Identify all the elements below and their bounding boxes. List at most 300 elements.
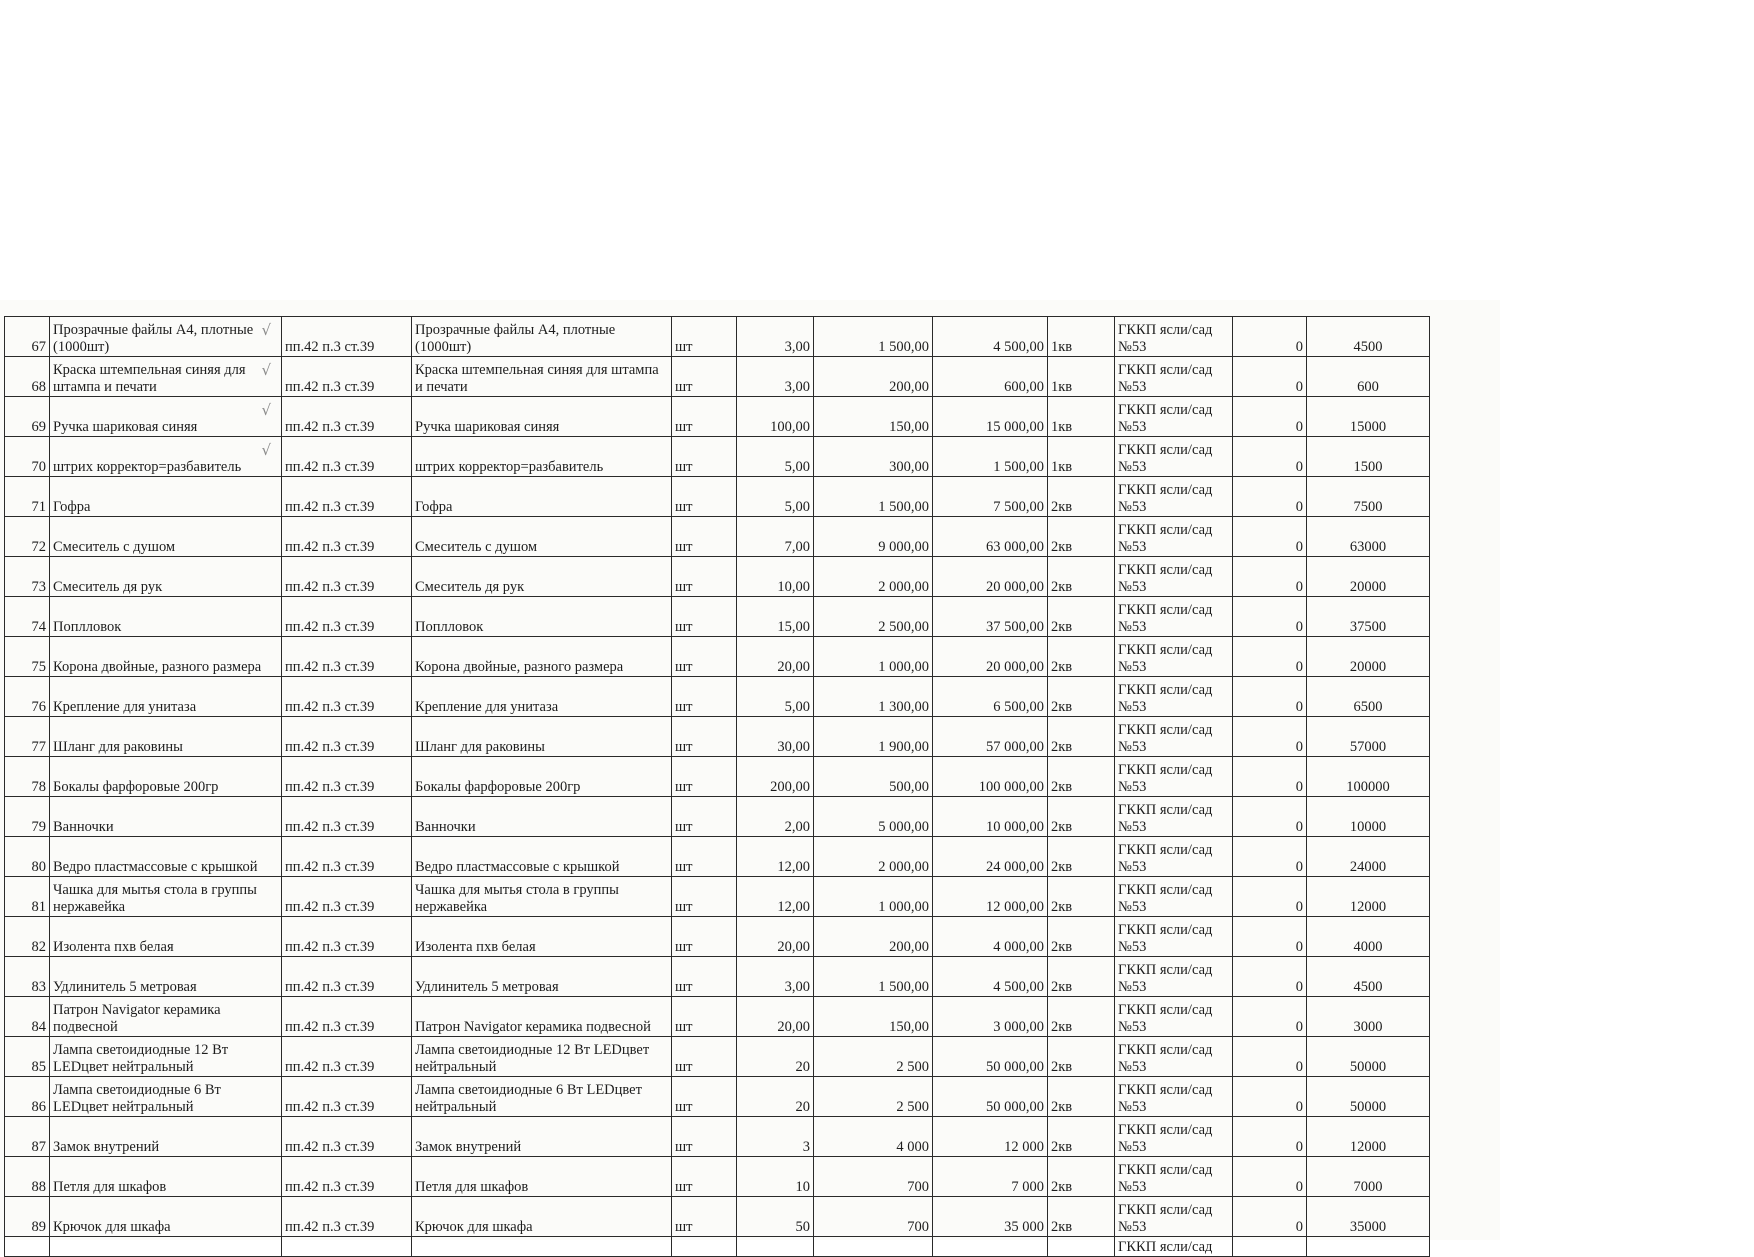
unit-price: 700 [907,1179,929,1195]
zero-value: 0 [1295,1059,1303,1075]
quarter: 2кв [1051,699,1073,715]
legal-basis-cell [282,917,412,957]
unit-of-measure-cell [672,1117,737,1157]
handwritten-check-icon: √ [261,401,271,419]
organization-cell [1115,1117,1233,1157]
organization: ГККП ясли/сад №53 [1118,1122,1213,1155]
legal-basis: пп.42 п.3 ст.39 [285,899,375,915]
legal-basis: пп.42 п.3 ст.39 [285,539,375,555]
unit-price: 2 500 [896,1059,929,1075]
organization-cell [1115,717,1233,757]
item-number-cell [5,477,50,517]
zero-value-cell [1233,1197,1307,1237]
unit-of-measure: шт [675,1219,693,1235]
table-row [5,797,1430,837]
legal-basis-cell [282,1037,412,1077]
unit-price-cell [814,957,933,997]
item-number-cell [5,1077,50,1117]
item-name-cell [50,317,282,357]
total-value-cell [1307,357,1430,397]
item-description-cell [412,597,672,637]
total-value: 37500 [1349,619,1387,635]
legal-basis-cell [282,677,412,717]
item-number-cell [5,597,50,637]
quarter: 1кв [1051,459,1073,475]
unit-price-cell [814,797,933,837]
unit-of-measure-cell [672,917,737,957]
unit-of-measure: шт [675,899,693,915]
zero-value-cell [1233,797,1307,837]
unit-price-cell [814,557,933,597]
total-value-cell [1307,1077,1430,1117]
quarter-cell [1048,957,1115,997]
organization: ГККП ясли/сад №53 [1118,1162,1213,1195]
unit-of-measure-cell [672,1157,737,1197]
total-value-cell [1307,677,1430,717]
unit-of-measure: шт [675,619,693,635]
item-description-cell [412,317,672,357]
quarter: 2кв [1051,659,1073,675]
amount-cell [933,1077,1048,1117]
amount: 63 000,00 [986,539,1044,555]
organization-cell [1115,1077,1233,1117]
quantity: 7,00 [784,539,810,555]
quarter: 1кв [1051,379,1073,395]
item-number-cell [5,877,50,917]
legal-basis-cell [282,837,412,877]
organization: ГККП ясли/сад №53 [1118,642,1213,675]
amount: 12 000 [1004,1139,1044,1155]
legal-basis: пп.42 п.3 ст.39 [285,379,375,395]
organization: ГККП ясли/сад №53 [1118,962,1213,995]
table-row [5,717,1430,757]
table-row [5,357,1430,397]
table-row [5,557,1430,597]
item-name-cell [50,1197,282,1237]
quarter: 1кв [1051,419,1073,435]
quarter: 2кв [1051,1139,1073,1155]
table-row [5,837,1430,877]
unit-of-measure-cell [672,397,737,437]
amount: 7 000 [1011,1179,1044,1195]
amount-cell [933,437,1048,477]
item-description: Чашка для мытья стола в группы нержавейка [415,882,619,915]
zero-value: 0 [1295,619,1303,635]
quantity-cell [737,317,814,357]
amount: 4 500,00 [993,339,1044,355]
organization: ГККП ясли/сад №53 [1118,1042,1213,1075]
unit-price: 4 000 [896,1139,929,1155]
quantity-cell [737,797,814,837]
organization-cell [1115,637,1233,677]
zero-value-cell [1233,437,1307,477]
unit-of-measure-cell [672,1037,737,1077]
quantity: 20 [795,1099,810,1115]
item-description-cell [412,877,672,917]
item-number: 86 [31,1099,46,1115]
total-value-cell [1307,557,1430,597]
organization-cell [1115,837,1233,877]
unit-price-cell [814,637,933,677]
organization: ГККП ясли/сад №53 [1118,722,1213,755]
item-description-cell [412,797,672,837]
item-description: Ручка шариковая синяя [415,419,560,435]
total-value: 4000 [1353,939,1383,955]
quantity-cell [737,1077,814,1117]
unit-of-measure-cell [672,557,737,597]
item-description: Гофра [415,499,453,515]
zero-value-cell [1233,917,1307,957]
table-row [5,917,1430,957]
amount-cell [933,1117,1048,1157]
item-number-cell [5,1197,50,1237]
amount-cell [933,997,1048,1037]
item-description-cell [412,1197,672,1237]
legal-basis-cell [282,877,412,917]
item-number: 78 [31,779,46,795]
item-description: Ванночки [415,819,476,835]
legal-basis-cell [282,637,412,677]
total-value-cell [1307,517,1430,557]
item-number: 70 [31,459,46,475]
quantity: 20,00 [777,1019,810,1035]
organization-cell [1115,797,1233,837]
quantity: 5,00 [784,459,810,475]
unit-price: 2 500,00 [878,619,929,635]
quarter: 2кв [1051,819,1073,835]
item-name-cell [50,597,282,637]
quantity-cell [737,1197,814,1237]
unit-price: 2 000,00 [878,579,929,595]
legal-basis-cell [282,437,412,477]
quarter-cell [1048,917,1115,957]
item-number-cell [5,1117,50,1157]
unit-of-measure: шт [675,859,693,875]
organization: ГККП ясли/сад №53 [1118,802,1213,835]
quarter-cell [1048,677,1115,717]
organization: ГККП ясли/сад №53 [1118,922,1213,955]
amount: 4 500,00 [993,979,1044,995]
organization-cell [1115,397,1233,437]
total-value: 20000 [1349,579,1387,595]
quantity-cell [737,1117,814,1157]
item-name: Краска штемпельная синяя для штампа и печати [53,362,246,395]
unit-price: 1 000,00 [878,899,929,915]
item-name: Крючок для шкафа [53,1219,171,1235]
item-description-cell [412,1157,672,1197]
table-row [5,757,1430,797]
legal-basis-cell [282,797,412,837]
organization: ГККП ясли/сад №53 [1118,682,1213,715]
quarter: 2кв [1051,1219,1073,1235]
organization: ГККП ясли/сад №53 [1118,602,1213,635]
quantity-cell [737,917,814,957]
amount: 15 000,00 [986,419,1044,435]
zero-value-cell [1233,677,1307,717]
item-name-cell [50,957,282,997]
organization: ГККП ясли/сад №53 [1118,522,1213,555]
item-number: 87 [31,1139,46,1155]
item-number: 69 [31,419,46,435]
item-description-cell [412,757,672,797]
item-number: 75 [31,659,46,675]
legal-basis: пп.42 п.3 ст.39 [285,979,375,995]
item-description: Бокалы фарфоровые 200гр [415,779,581,795]
total-value: 35000 [1349,1219,1387,1235]
total-value-cell [1307,637,1430,677]
table-row [5,1197,1430,1237]
zero-value: 0 [1295,579,1303,595]
unit-price-cell [814,837,933,877]
zero-value-cell [1233,397,1307,437]
unit-price-cell [814,317,933,357]
unit-of-measure-cell [672,477,737,517]
procurement-table [4,316,1430,1257]
table-row [5,517,1430,557]
unit-price: 1 300,00 [878,699,929,715]
item-description-cell [412,957,672,997]
item-description: штрих корректор=разбавитель [415,459,604,475]
zero-value: 0 [1295,659,1303,675]
quantity: 5,00 [784,699,810,715]
quantity: 3,00 [784,379,810,395]
item-number: 67 [31,339,46,355]
item-description: Поплловок [415,619,484,635]
quarter: 1кв [1051,339,1073,355]
table-row [5,597,1430,637]
organization-cell [1115,1157,1233,1197]
table-row [5,1117,1430,1157]
item-name: Гофра [53,499,91,515]
legal-basis: пп.42 п.3 ст.39 [285,579,375,595]
amount-cell [933,757,1048,797]
quarter-cell [1048,717,1115,757]
unit-price: 1 500,00 [878,979,929,995]
zero-value-cell [1233,517,1307,557]
item-description-cell [412,357,672,397]
quarter: 2кв [1051,619,1073,635]
item-number: 89 [31,1219,46,1235]
legal-basis-cell [282,1077,412,1117]
item-description-cell [412,837,672,877]
amount-cell [933,357,1048,397]
quantity-cell [737,517,814,557]
quantity-cell [737,1037,814,1077]
legal-basis-cell [282,1117,412,1157]
quantity: 200,00 [770,779,810,795]
organization-cell [1115,437,1233,477]
quantity-cell [737,837,814,877]
unit-of-measure-cell [672,597,737,637]
unit-price: 1 900,00 [878,739,929,755]
quarter: 2кв [1051,499,1073,515]
zero-value-cell [1233,877,1307,917]
organization: ГККП ясли/сад №53 [1118,1202,1213,1235]
amount-cell [933,877,1048,917]
unit-price-cell [814,1157,933,1197]
unit-of-measure: шт [675,979,693,995]
item-name: Бокалы фарфоровые 200гр [53,779,219,795]
organization-cell [1115,917,1233,957]
amount: 4 000,00 [993,939,1044,955]
item-name: Удлинитель 5 метровая [53,979,197,995]
unit-of-measure-cell [672,1077,737,1117]
unit-price-cell [814,517,933,557]
zero-value-cell [1233,717,1307,757]
legal-basis-cell [282,957,412,997]
table-row [5,957,1430,997]
amount-cell [933,557,1048,597]
quarter-cell [1048,1157,1115,1197]
zero-value: 0 [1295,699,1303,715]
zero-value-cell [1233,1117,1307,1157]
quarter-cell [1048,437,1115,477]
item-name: Ведро пластмассовые с крышкой [53,859,258,875]
item-number-cell [5,917,50,957]
item-name-cell [50,877,282,917]
item-name: Шланг для раковины [53,739,183,755]
quantity: 3,00 [784,339,810,355]
amount-cell [933,677,1048,717]
item-number: 73 [31,579,46,595]
item-number: 79 [31,819,46,835]
total-value-cell [1307,957,1430,997]
organization-cell [1115,517,1233,557]
item-description-cell [412,917,672,957]
amount: 20 000,00 [986,659,1044,675]
unit-of-measure: шт [675,1059,693,1075]
quarter-cell [1048,1117,1115,1157]
item-number: 72 [31,539,46,555]
unit-price-cell [814,757,933,797]
amount-cell [933,717,1048,757]
total-value: 1500 [1353,459,1383,475]
organization: ГККП ясли/сад №53 [1118,442,1213,475]
unit-of-measure-cell [672,517,737,557]
legal-basis: пп.42 п.3 ст.39 [285,819,375,835]
quantity-cell [737,717,814,757]
item-number: 71 [31,499,46,515]
total-value-cell [1307,1197,1430,1237]
organization-cell [1115,477,1233,517]
organization: ГККП ясли/сад №53 [1118,482,1213,515]
item-number-cell [5,517,50,557]
total-value: 600 [1357,379,1379,395]
organization: ГККП ясли/сад №53 [1118,1082,1213,1115]
zero-value: 0 [1295,419,1303,435]
amount-cell [933,637,1048,677]
quantity-cell [737,877,814,917]
unit-of-measure-cell [672,357,737,397]
unit-of-measure: шт [675,419,693,435]
legal-basis-cell [282,997,412,1037]
legal-basis-cell [282,557,412,597]
legal-basis-cell [282,397,412,437]
item-name-cell [50,1077,282,1117]
unit-of-measure-cell [672,717,737,757]
amount: 24 000,00 [986,859,1044,875]
organization-cell [1115,597,1233,637]
unit-of-measure-cell [672,957,737,997]
zero-value-cell [1233,357,1307,397]
unit-of-measure-cell [672,317,737,357]
unit-price-cell [814,677,933,717]
item-number-cell [5,557,50,597]
unit-of-measure: шт [675,339,693,355]
item-number-cell [5,717,50,757]
legal-basis: пп.42 п.3 ст.39 [285,939,375,955]
item-name: Патрон Navigator керамика подвесной [53,1002,221,1035]
item-number: 85 [31,1059,46,1075]
quarter-cell [1048,637,1115,677]
legal-basis: пп.42 п.3 ст.39 [285,339,375,355]
unit-price: 500,00 [889,779,929,795]
quantity: 12,00 [777,899,810,915]
item-description-cell [412,557,672,597]
zero-value-cell [1233,1077,1307,1117]
item-number-cell [5,357,50,397]
item-description-cell [412,637,672,677]
zero-value: 0 [1295,1139,1303,1155]
item-name: Лампа светоидиодные 6 Вт LEDцвет нейтральный [53,1082,221,1115]
table-row [5,637,1430,677]
item-number: 80 [31,859,46,875]
item-name-cell [50,517,282,557]
amount: 3 000,00 [993,1019,1044,1035]
unit-price: 1 500,00 [878,339,929,355]
total-value-cell [1307,317,1430,357]
unit-price-cell [814,357,933,397]
legal-basis: пп.42 п.3 ст.39 [285,1099,375,1115]
organization-cell [1115,1037,1233,1077]
amount-cell [933,1037,1048,1077]
amount: 20 000,00 [986,579,1044,595]
zero-value: 0 [1295,1219,1303,1235]
item-description: Замок внутрений [415,1139,522,1155]
total-value: 4500 [1353,979,1383,995]
quantity-cell [737,757,814,797]
item-name: Лампа светоидиодные 12 Вт LEDцвет нейтральный [53,1042,229,1075]
handwritten-check-icon: √ [261,361,271,379]
unit-of-measure-cell [672,757,737,797]
item-description: Крючок для шкафа [415,1219,533,1235]
item-name: штрих корректор=разбавитель [53,459,242,475]
zero-value: 0 [1295,779,1303,795]
quarter: 2кв [1051,739,1073,755]
unit-of-measure: шт [675,819,693,835]
item-name-cell [50,1117,282,1157]
total-value: 12000 [1349,899,1387,915]
item-description: Патрон Navigator керамика подвесной [415,1019,651,1035]
legal-basis: пп.42 п.3 ст.39 [285,1219,375,1235]
quantity: 3,00 [784,979,810,995]
item-name: Ручка шариковая синяя [53,419,198,435]
organization-cell [1115,997,1233,1037]
total-value-cell [1307,757,1430,797]
total-value-cell [1307,837,1430,877]
unit-of-measure: шт [675,1019,693,1035]
unit-of-measure-cell [672,877,737,917]
item-number-cell [5,317,50,357]
item-name: Изолента пхв белая [53,939,174,955]
zero-value-cell [1233,957,1307,997]
total-value: 6500 [1353,699,1383,715]
organization: ГККП ясли/сад №53 [1118,762,1213,795]
quantity: 12,00 [777,859,810,875]
quarter: 2кв [1051,539,1073,555]
total-value: 12000 [1349,1139,1387,1155]
zero-value-cell [1233,1037,1307,1077]
